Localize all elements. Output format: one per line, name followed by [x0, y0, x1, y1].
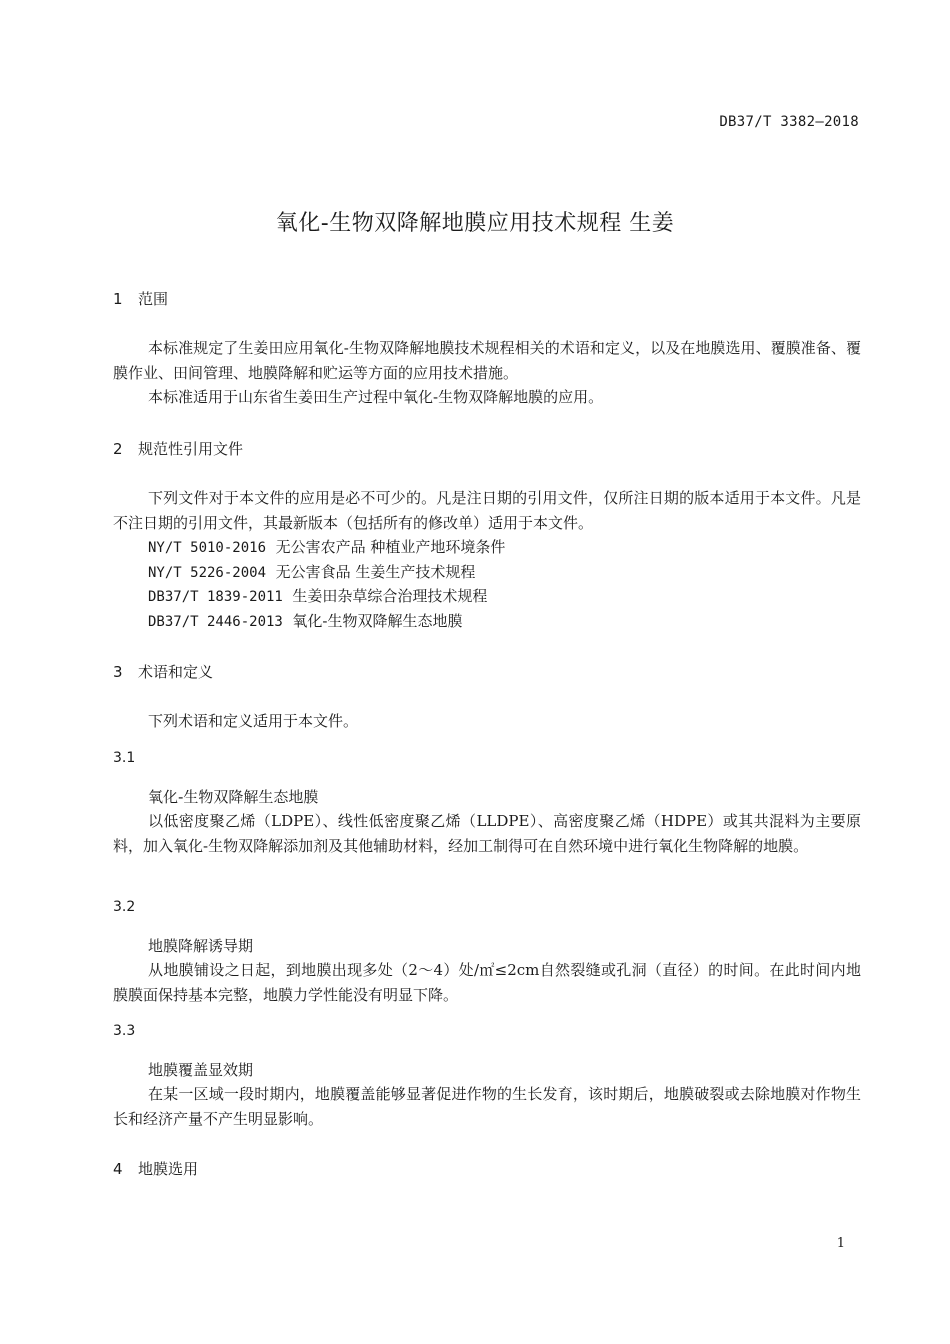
reference-code: DB37/T 2446-2013 — [148, 614, 283, 630]
section-title: 地膜选用 — [138, 1160, 199, 1178]
section-number: 1 — [113, 290, 123, 308]
section-title: 规范性引用文件 — [138, 440, 244, 458]
reference-code: NY/T 5010-2016 — [148, 540, 267, 556]
term-name: 地膜覆盖显效期 — [148, 1061, 254, 1079]
term-definition: 在某一区域一段时期内，地膜覆盖能够显著促进作物的生长发育，该时期后，地膜破裂或去除地膜对作物生长和经济产量不产生明显影响。 — [113, 1085, 861, 1128]
term-number: 3.3 — [113, 1023, 136, 1039]
reference-code: DB37/T 1839-2011 — [148, 589, 283, 605]
reference-name: 无公害食品 生姜生产技术规程 — [275, 563, 476, 581]
section-number: 2 — [113, 440, 123, 458]
term-definition: 以低密度聚乙烯（LDPE）、线性低密度聚乙烯（LLDPE）、高密度聚乙烯（HDPE）或其共混料为主要原料，加入氧化-生物双降解添加剂及其他辅助材料，经加工制得可在自然环境中进行氧化生物降解的地膜。 — [113, 812, 861, 855]
reference-item — [148, 536, 505, 557]
term-number: 3.2 — [113, 899, 136, 915]
section-1-paragraph-2: 本标准适用于山东省生姜田生产过程中氧化-生物双降解地膜的应用。 — [148, 388, 604, 406]
term-name: 地膜降解诱导期 — [148, 937, 254, 955]
term-name: 氧化-生物双降解生态地膜 — [148, 788, 319, 806]
document-title: 氧化-生物双降解地膜应用技术规程 生姜 — [275, 211, 675, 236]
section-2-intro: 下列文件对于本文件的应用是必不可少的。凡是注日期的引用文件，仅所注日期的版本适用于本文件。凡是不注日期的引用文件，其最新版本（包括所有的修改单）适用于本文件。 — [113, 489, 861, 532]
reference-item — [148, 561, 475, 582]
standard-code: DB37/T 3382—2018 — [719, 114, 859, 130]
section-1-heading — [113, 288, 168, 309]
reference-item — [148, 610, 462, 631]
section-3-heading — [113, 661, 213, 682]
section-title: 范围 — [138, 290, 169, 308]
reference-name: 无公害农产品 种植业产地环境条件 — [275, 538, 506, 556]
section-2-heading — [113, 438, 243, 459]
section-number: 4 — [113, 1160, 123, 1178]
term-number: 3.1 — [113, 750, 136, 766]
section-1-paragraph-1: 本标准规定了生姜田应用氧化-生物双降解地膜技术规程相关的术语和定义，以及在地膜选用、覆膜准备、覆膜作业、田间管理、地膜降解和贮运等方面的应用技术措施。 — [113, 339, 861, 382]
reference-item — [148, 585, 487, 606]
section-number: 3 — [113, 663, 123, 681]
reference-name: 氧化-生物双降解生态地膜 — [292, 612, 463, 630]
section-title: 术语和定义 — [138, 663, 214, 681]
section-4-heading — [113, 1158, 198, 1179]
term-definition: 从地膜铺设之日起，到地膜出现多处（2～4）处/㎡≤2cm自然裂缝或孔洞（直径）的时间。在此时间内地膜膜面保持基本完整，地膜力学性能没有明显下降。 — [113, 961, 861, 1004]
page-number: 1 — [836, 1236, 845, 1251]
reference-name: 生姜田杂草综合治理技术规程 — [292, 587, 488, 605]
reference-code: NY/T 5226-2004 — [148, 565, 267, 581]
section-3-intro: 下列术语和定义适用于本文件。 — [148, 712, 359, 730]
